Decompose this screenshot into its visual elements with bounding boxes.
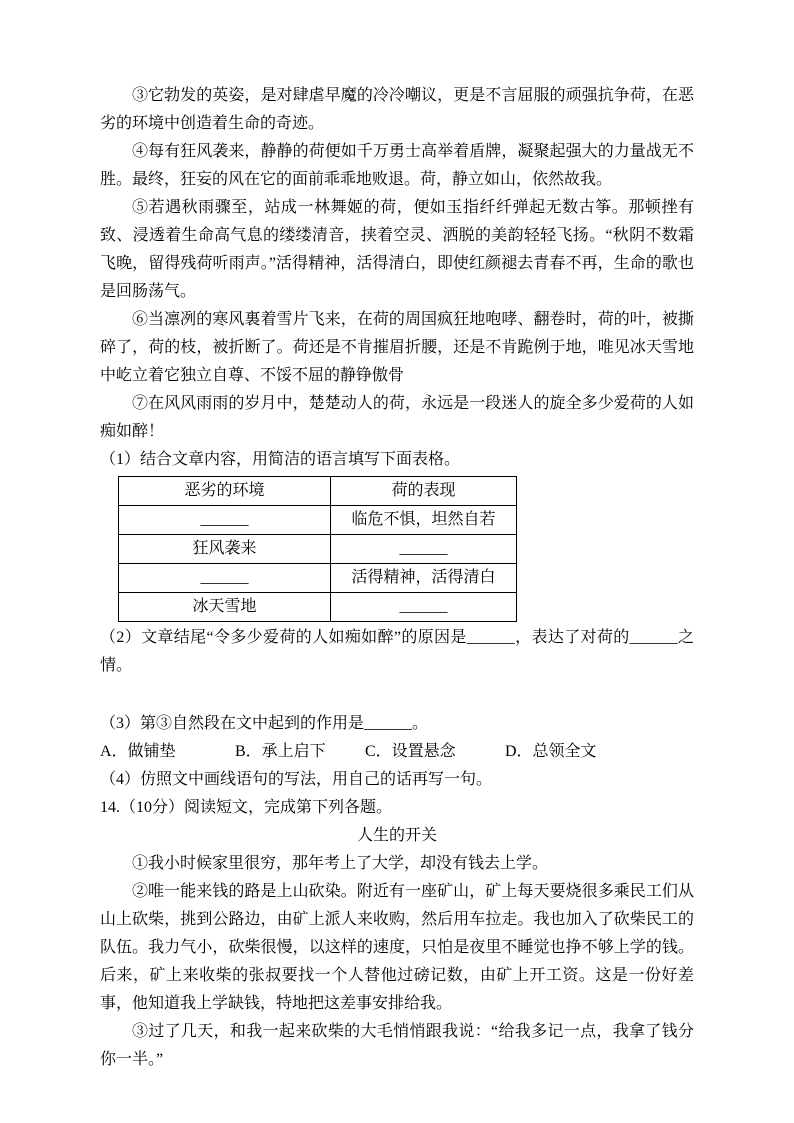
question-1-fill-table bbox=[118, 476, 517, 622]
question-1-prompt: （1）结合文章内容，用简洁的语言填写下面表格。 bbox=[100, 451, 461, 468]
table-row bbox=[119, 564, 517, 593]
option-a: A．做铺垫 bbox=[100, 743, 176, 760]
passage2-paragraph-2: ②唯一能来钱的路是上山砍染。附近有一座矿山，矿上每天要烧很多乘民工们从山上砍柴，挑到公路边，由矿上派人来收购，然后用车拉走。我也加入了砍柴民工的队伍。我力气小，砍柴很慢，以这样的速度，只怕是夜里不睡觉也挣不够上学的钱。后来，矿上来收柴的张叔要找一个人替他过磅记数，由矿上开工资。这是一份好差事，他知道我上学缺钱，特地把这差事安排给我。 bbox=[100, 883, 694, 1012]
option-d: D．总领全文 bbox=[505, 743, 597, 760]
question-4-prompt: （4）仿照文中画线语句的写法，用自己的话再写一句。 bbox=[100, 771, 493, 788]
table-cell-value: 狂风袭来 bbox=[119, 535, 331, 564]
table-header-lotus-behavior: 荷的表现 bbox=[331, 477, 517, 506]
question-2-prompt: （2）文章结尾“令多少爱荷的人如痴如醉”的原因是______，表达了对荷的______之情。 bbox=[100, 629, 694, 674]
table-header-environment: 恶劣的环境 bbox=[119, 477, 331, 506]
table-cell-blank: ______ bbox=[119, 506, 331, 535]
table-row bbox=[119, 535, 517, 564]
passage1-paragraph-3: ③它勃发的英姿，是对肆虐早魔的冷冷嘲议，更是不言屈服的顽强抗争荷，在恶劣的环境中创造着生命的奇迹。 bbox=[100, 87, 694, 132]
table-cell-blank: ______ bbox=[331, 593, 517, 622]
passage1-paragraph-7: ⑦在风风雨雨的岁月中，楚楚动人的荷，永远是一段迷人的旋全多少爱荷的人如痴如醉！ bbox=[100, 395, 694, 440]
table-cell-value: 活得精神，活得清白 bbox=[331, 564, 517, 593]
table-row bbox=[119, 593, 517, 622]
table-row bbox=[119, 506, 517, 535]
option-b: B．承上启下 bbox=[235, 743, 326, 760]
passage2-paragraph-3: ③过了几天，和我一起来砍柴的大毛悄悄跟我说：“给我多记一点，我拿了钱分你一半。” bbox=[100, 1023, 694, 1068]
document-content bbox=[100, 82, 694, 1074]
question-3-options bbox=[100, 738, 694, 766]
option-c: C．设置悬念 bbox=[365, 743, 456, 760]
question-3-prompt: （3）第③自然段在文中起到的作用是______。 bbox=[100, 715, 429, 732]
table-cell-value: 冰天雪地 bbox=[119, 593, 331, 622]
table-cell-value: 临危不惧，坦然自若 bbox=[331, 506, 517, 535]
passage1-paragraph-5: ⑤若遇秋雨骤至，站成一林舞姬的荷，便如玉指纤纤弹起无数古筝。那顿挫有致、浸透着生命高气息的缕缕清音，挟着空灵、洒脱的美韵轻轻飞扬。“秋阴不数霜飞晚，留得残荷听雨声。”活得精神，活得清白，即使红颜褪去青春不再，生命的歌也是回肠荡气。 bbox=[100, 199, 694, 300]
passage1-paragraph-4: ④每有狂风袭来，静静的荷便如千万勇士高举着盾牌，凝聚起强大的力量战无不胜。最终，狂妄的风在它的面前乖乖地败退。荷，静立如山，依然故我。 bbox=[100, 143, 694, 188]
passage1-paragraph-6: ⑥当凛冽的寒风裏着雪片飞来，在荷的周国疯狂地咆哮、翻卷时，荷的叶，被撕碎了，荷的枝，被折断了。荷还是不肯摧眉折腰，还是不肯跪例于地，唯见冰天雪地中屹立着它独立自尊、不馁不屈的静铮傲骨 bbox=[100, 311, 694, 384]
section-14-heading: 14.（10分）阅读短文，完成第下列各题。 bbox=[100, 799, 393, 816]
passage2-paragraph-1: ①我小时候家里很穷，那年考上了大学，却没有钱去上学。 bbox=[132, 855, 549, 872]
table-cell-blank: ______ bbox=[331, 535, 517, 564]
table-header-row bbox=[119, 477, 517, 506]
passage2-title: 人生的开关 bbox=[356, 827, 437, 844]
table-cell-blank: ______ bbox=[119, 564, 331, 593]
